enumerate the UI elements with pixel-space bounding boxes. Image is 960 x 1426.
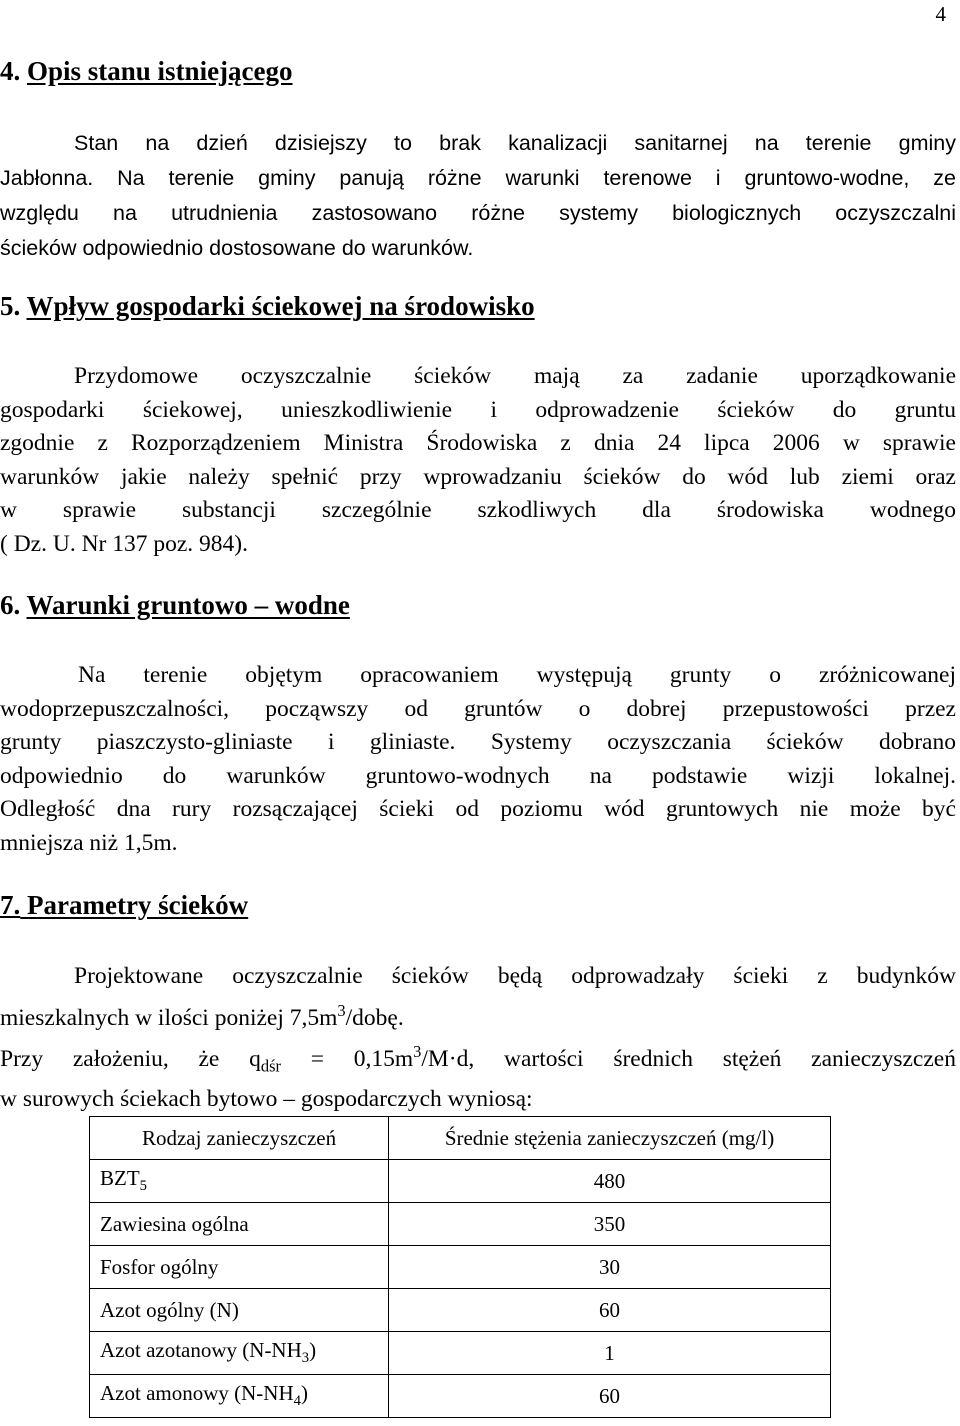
section-7-title [20,890,248,920]
paragraph-line: warunków jakie należy spełnić przy wprowadzaniu ścieków do wód lub ziemi oraz [0,463,956,490]
paragraph-line: w surowych ściekach bytowo – gospodarczych wyniosą: [0,1085,533,1112]
section-7-number: 7. [0,890,21,920]
paragraph-line: mniejsza niż 1,5m. [0,829,178,856]
superscript: 3 [413,1041,422,1061]
section-6-title: Warunki gruntowo – wodne [26,590,350,620]
text-fragment: /dobę. [345,1004,404,1031]
pollutant-subscript: 4 [293,1393,301,1410]
pollutant-name: Fosfor ogólny [100,1254,219,1279]
pollutant-name-cell [90,1203,389,1246]
paragraph-line: grunty piaszczysto-gliniaste i gliniaste. Systemy oczyszczania ścieków dobrano [0,729,956,755]
table-row [90,1375,831,1418]
section-6-body [0,659,956,860]
column-header-pollutant: Rodzaj zanieczyszczeń [90,1117,389,1160]
paragraph-line: ścieków odpowiednio dostosowane do warunków. [0,236,474,260]
table-row [90,1289,831,1332]
pollutant-suffix: ) [300,1381,308,1406]
pollutant-name: Zawiesina ogólna [100,1211,249,1236]
section-4-heading [0,56,293,87]
paragraph-line: w sprawie substancji szczególnie szkodliwych dla środowiska wodnego [0,497,956,523]
pollutant-name-cell [90,1246,389,1289]
paragraph-line: Projektowane oczyszczalnie ścieków będą odprowadzały ścieki z budynków [74,963,956,989]
section-5-body [0,360,956,561]
section-4-number: 4. [0,56,21,86]
concentration-value: 480 [389,1160,831,1203]
concentration-value: 60 [389,1289,831,1332]
table-row [90,1246,831,1289]
subscript: dśr [260,1056,281,1076]
paragraph-line: względu na utrudnienia zastosowano różne systemy biologicznych oczyszczalni [0,201,956,225]
paragraph-line: odpowiednio do warunków gruntowo-wodnych na podstawie wizji lokalnej. [0,762,956,789]
text-fragment: mają za zadanie uporządkowanie [533,363,956,389]
pollutant-name: Azot ogólny (N) [100,1297,239,1322]
paragraph-line [0,360,956,394]
page-number: 4 [935,2,946,26]
pollutant-subscript: 3 [301,1350,310,1367]
section-4-body [0,126,956,266]
paragraph-line: Jabłonna. Na terenie gminy panują różne warunki terenowe i gruntowo-wodne, ze [0,166,956,190]
table-body [90,1160,831,1418]
text-fragment: /M·d, wartości średnich stężeń zanieczyszczeń [421,1045,956,1072]
section-7-heading [0,890,248,921]
pollutant-suffix: ) [309,1338,317,1363]
table-header-row [90,1117,831,1160]
section-6-number: 6. [0,590,21,620]
pollutants-table [89,1116,831,1418]
paragraph-line [0,994,956,1035]
table-row [90,1332,831,1375]
pollutant-name-cell [90,1375,389,1418]
pollutant-name: BZT [100,1166,140,1191]
text-fragment: Przydomowe oczyszczalnie ścieków [74,363,492,389]
concentration-value: 350 [389,1203,831,1246]
pollutant-name: Azot azotanowy (N-NH [100,1338,302,1363]
paragraph-line: Na terenie objętym opracowaniem występują grunty o zróżnicowanej [78,662,956,688]
concentration-value: 30 [389,1246,831,1289]
paragraph-line: gospodarki ściekowej, unieszkodliwienie i odprowadzenie ścieków do gruntu [0,396,956,423]
text-fragment: mieszkalnych w ilości poniżej 7,5m [0,1004,338,1031]
paragraph-line [0,1035,956,1083]
section-6-heading [0,590,350,621]
concentration-value: 60 [389,1375,831,1418]
pollutant-subscript: 5 [139,1178,148,1195]
section-7-body [0,960,956,1116]
superscript: 3 [337,1000,346,1020]
concentration-value: 1 [389,1332,831,1375]
table-row [90,1160,831,1203]
pollutant-name-cell [90,1332,389,1375]
table-row [90,1203,831,1246]
pollutant-name-cell [90,1160,389,1203]
section-5-title: Wpływ gospodarki ściekowej na środowisko [26,291,535,321]
section-5-number: 5. [0,291,21,321]
paragraph-line: wodoprzepuszczalności, począwszy od gruntów o dobrej przepustowości przez [0,695,956,722]
text-fragment: Przy założeniu, że q [0,1045,261,1072]
text-fragment: = 0,15m [280,1045,414,1072]
paragraph-line: ( Dz. U. Nr 137 poz. 984). [0,530,249,557]
section-7-title-text: Parametry ścieków [27,890,249,920]
pollutant-name: Azot amonowy (N-NH [100,1381,294,1406]
paragraph-line: Stan na dzień dzisiejszy to brak kanalizacji sanitarnej na terenie gminy [74,131,956,155]
column-header-concentration: Średnie stężenia zanieczyszczeń (mg/l) [389,1117,831,1160]
paragraph-line: zgodnie z Rozporządzeniem Ministra Środowiska z dnia 24 lipca 2006 w sprawie [0,430,956,456]
section-5-heading [0,291,535,322]
pollutant-name-cell [90,1289,389,1332]
section-4-title: Opis stanu istniejącego [27,56,293,86]
paragraph-line: Odległość dna rury rozsączającej ścieki od poziomu wód gruntowych nie może być [0,796,956,822]
